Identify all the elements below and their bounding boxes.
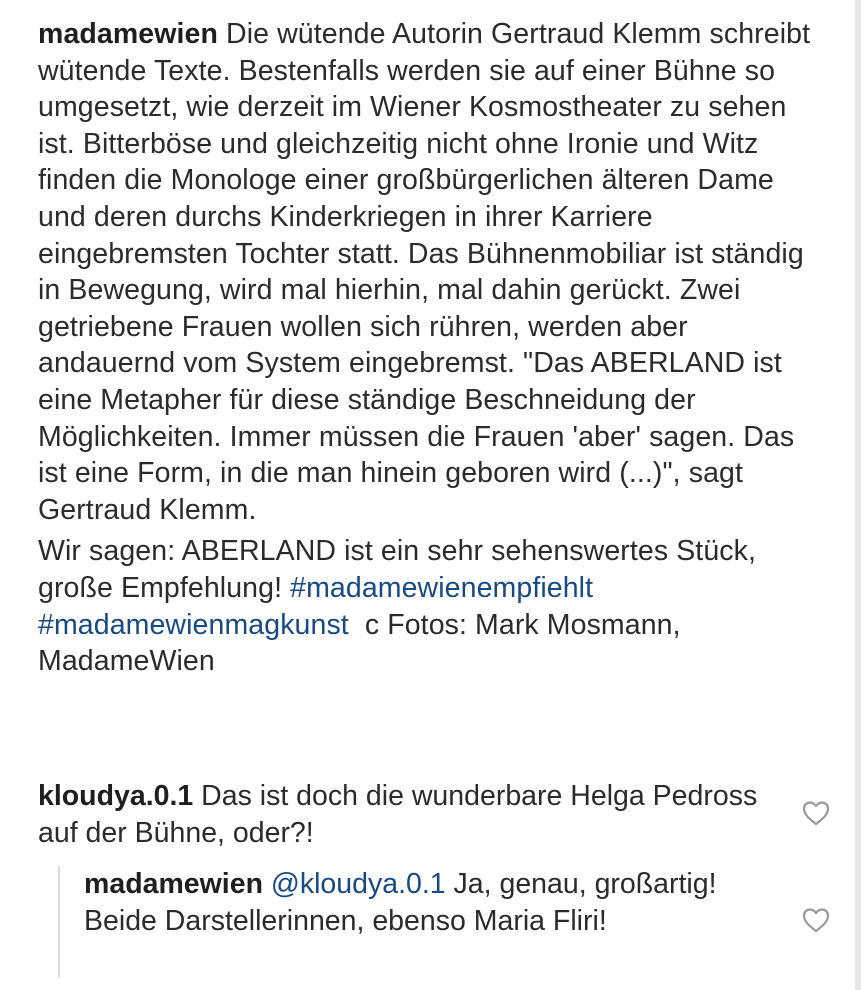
comment-text: Das ist doch die wunderbare Helga Pedross auf der Bühne, oder?! [38,780,758,849]
caption-text-2: Wir sagen: ABERLAND ist ein sehr sehenswertes Stück, große Empfehlung! [38,535,756,604]
photo-credits: c Fotos: Mark Mosmann, MadameWien [38,608,681,678]
caption-paragraph [38,16,828,528]
hashtag-madamewienempfiehlt[interactable]: #madamewienempfiehlt [290,571,594,604]
post-caption [38,16,828,680]
reply-username[interactable]: madamewien [84,868,263,900]
heart-outline-icon[interactable] [802,800,830,826]
comment-username[interactable]: kloudya.0.1 [38,780,194,812]
hashtag-madamewienmagkunst[interactable]: #madamewienmagkunst [38,608,349,641]
reply-text: Ja, genau, großartig! Beide Darstellerinnen, ebenso Maria Fliri! [84,868,717,937]
reply-comment [84,866,784,940]
comment [38,778,778,852]
reply-thread-line [58,866,60,978]
reply-mention[interactable]: @kloudya.0.1 [270,868,446,900]
caption-paragraph-2 [38,533,828,679]
caption-username[interactable]: madamewien [38,18,218,50]
heart-outline-icon[interactable] [802,907,830,933]
caption-text: Die wütende Autorin Gertraud Klemm schreibt wütende Texte. Bestenfalls werden sie auf einer Bühne so umgesetzt, wie derzeit im Wiener Kosmostheater zu sehen ist. Bitterböse und gleichzeitig nicht ohne Ironie und Witz finden die Monologe einer großbürgerlichen älteren Dame und deren durchs Kinderkriegen in ihrer Karriere eingebremsten Tochter statt. Das Bühnenmobiliar ist ständig in Bewegung, wird mal hierhin, mal dahin gerückt. Zwei getriebene Frauen wollen sich rühren, werden aber andauernd vom System eingebremst. "Das ABERLAND ist eine Metapher für diese ständige Beschneidung der Möglichkeiten. Immer müssen die Frauen 'aber' sagen. Das ist eine Form, in die man hinein geboren wird (...)", sagt Gertraud Klemm. [38,18,811,526]
